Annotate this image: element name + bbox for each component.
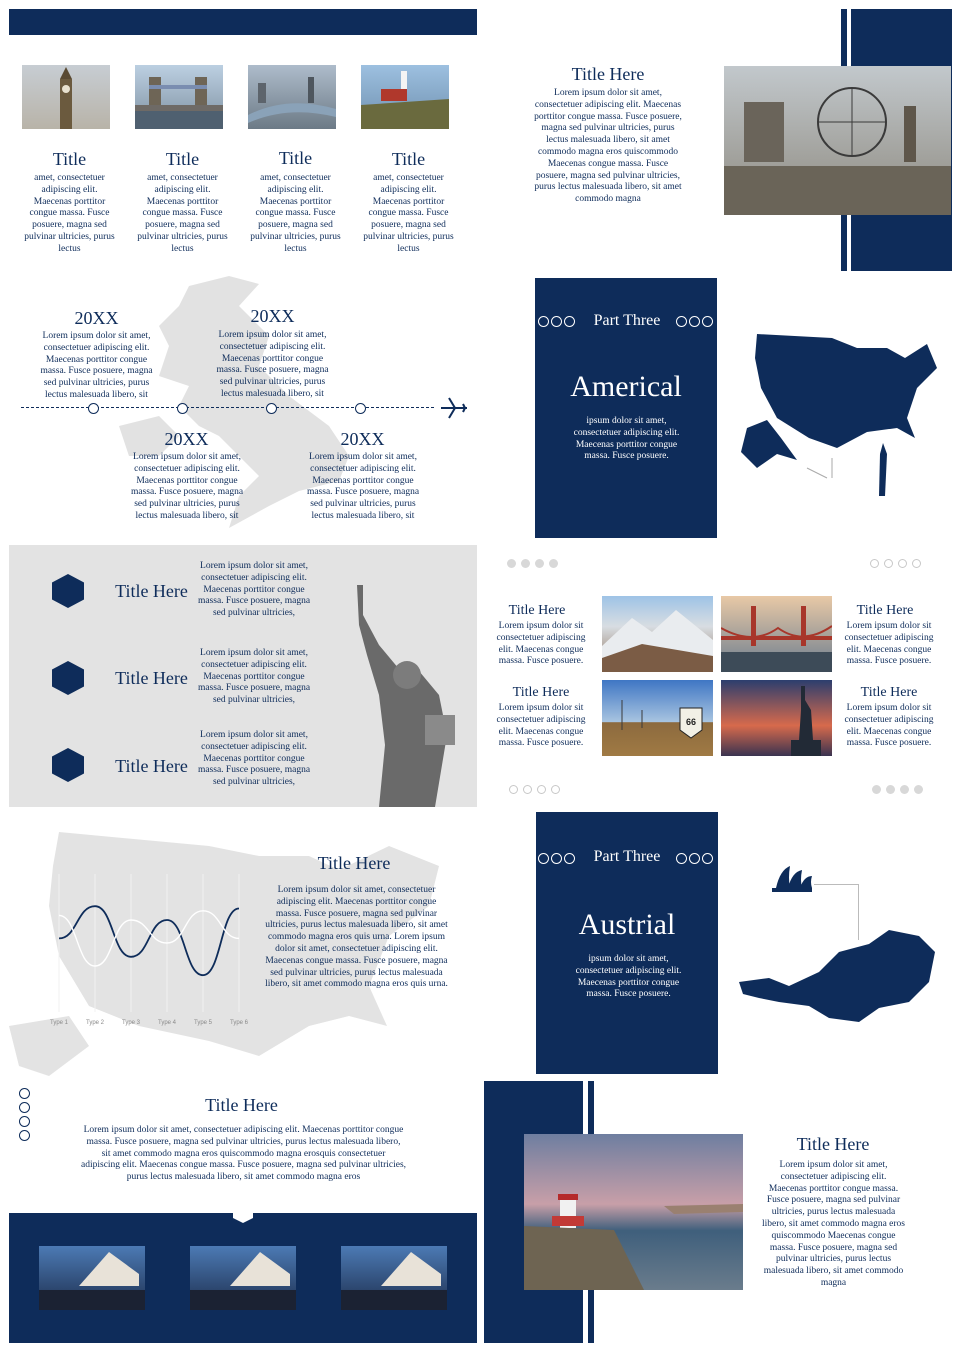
hex-ornament	[538, 853, 549, 864]
airplane-icon	[439, 396, 469, 420]
x-tick-label: Type 2	[85, 1020, 105, 1026]
slide-section-america	[484, 276, 952, 538]
dot-ornament	[509, 785, 518, 794]
slide-title: Title Here	[571, 64, 645, 84]
dot-ornament	[535, 559, 544, 568]
dot-ornament	[872, 785, 881, 794]
x-tick-label: Type 1	[49, 1020, 69, 1026]
timeline-year: 20XX	[164, 429, 209, 449]
hex-ornament	[689, 316, 700, 327]
statue-of-liberty-image	[339, 585, 469, 807]
usa-map	[737, 328, 942, 498]
slide-text: Lorem ipsum dolor sit amet, consectetuer adipiscing elit. Maecenas porttitor congue massa. Fusce posuere, magna sed pulvinar ultricies, purus lectus malesuada libero, sit amet commodo magna eros quiscommodo Maecenas congue massa. Fusce posuere, magna sed pulvinar ultricies, purus lectus malesuada libero, sit amet commodo magna	[534, 88, 682, 205]
golden-gate-photo	[721, 596, 832, 672]
hex-ornament	[676, 853, 687, 864]
hex-ornament	[19, 1088, 30, 1099]
item-title: Title Here	[115, 668, 188, 688]
compass-icon	[52, 661, 84, 695]
card-title: Title	[391, 149, 426, 169]
lighthouse-coast-photo	[524, 1134, 743, 1290]
card-title: Title	[165, 149, 200, 169]
mountain-photo	[602, 596, 713, 672]
card-text: amet, consectetuer adipiscing elit. Maecenas porttitor congue massa. Fusce posuere, magna sed pulvinar ultricies, purus lectus	[363, 173, 454, 254]
section-text: ipsum dolor sit amet, consectetuer adipiscing elit. Maecenas porttitor congue massa. Fusce posuere.	[573, 416, 680, 462]
item-text: Lorem ipsum dolor sit consectetuer adipiscing elit. Maecenas congue massa. Fusce posuere.	[496, 621, 586, 667]
x-tick-label: Type 5	[193, 1020, 213, 1026]
route-66-photo	[602, 680, 713, 756]
hex-ornament	[564, 853, 575, 864]
timeline-node	[266, 403, 277, 414]
slide-title: Title Here	[317, 853, 391, 873]
slide-photo-cards	[9, 9, 477, 267]
item-text: Lorem ipsum dolor sit amet, consectetuer adipiscing elit. Maecenas porttitor congue massa. Fusce posuere, magna sed pulvinar ultricies,	[197, 730, 311, 788]
dot-ornament	[870, 559, 879, 568]
dot-ornament	[549, 559, 558, 568]
header-bar	[9, 9, 477, 35]
slide-timeline	[9, 276, 477, 538]
card-text: amet, consectetuer adipiscing elit. Maecenas porttitor congue massa. Fusce posuere, magna sed pulvinar ultricies, purus lectus	[250, 173, 341, 254]
slide-chart	[9, 816, 477, 1078]
timeline-line	[21, 407, 434, 408]
timeline-year: 20XX	[74, 308, 119, 328]
hex-ornament	[551, 316, 562, 327]
item-title: Title Here	[115, 581, 188, 601]
building-icon	[52, 574, 84, 608]
x-tick-label: Type 3	[121, 1020, 141, 1026]
slide-text: Lorem ipsum dolor sit amet, consectetuer adipiscing elit. Maecenas porttitor congue massa. Fusce posuere, magna sed pulvinar ultricies, purus lectus malesuada libero, sit amet commodo magna eros quiscommodo magna erosquis consectetuer adipiscing elit. Maecenas congue massa. Fusce posuere, magna sed pulvinar ultricies, purus lectus malesuada libero, sit amet commodo magna eros	[81, 1125, 407, 1183]
slide-title: Title Here	[796, 1134, 870, 1154]
hex-ornament	[702, 853, 713, 864]
item-text: Lorem ipsum dolor sit consectetuer adipiscing elit. Maecenas congue massa. Fusce posuere.	[496, 703, 586, 749]
opera-house-photo	[39, 1246, 145, 1310]
timeline-year: 20XX	[250, 306, 295, 326]
card-title: Title	[278, 148, 313, 168]
hex-ornament	[551, 853, 562, 864]
hex-ornament	[19, 1102, 30, 1113]
item-title: Title Here	[508, 603, 566, 618]
hex-ornament	[702, 316, 713, 327]
opera-house-photo	[341, 1246, 447, 1310]
hex-ornament	[19, 1130, 30, 1141]
timeline-text: Lorem ipsum dolor sit amet, consectetuer adipiscing elit. Maecenas porttitor congue massa. Fusce posuere, magna sed pulvinar ultricies, purus lectus malesuada libero, sit	[306, 452, 420, 521]
item-text: Lorem ipsum dolor sit amet, consectetuer adipiscing elit. Maecenas porttitor congue massa. Fusce posuere, magna sed pulvinar ultricies,	[197, 648, 311, 706]
dot-ornament	[523, 785, 532, 794]
card-title: Title	[52, 149, 87, 169]
dot-ornament	[900, 785, 909, 794]
slide-photo-grid	[484, 545, 952, 807]
item-title: Title Here	[512, 685, 570, 700]
austria-map	[739, 922, 939, 1026]
hex-ornament	[689, 853, 700, 864]
dot-ornament	[912, 559, 921, 568]
item-title: Title Here	[856, 603, 914, 618]
hex-ornament	[19, 1116, 30, 1127]
part-label: Part Three	[593, 312, 661, 329]
timeline-node	[177, 403, 188, 414]
phone-icon	[52, 748, 84, 782]
dot-ornament	[884, 559, 893, 568]
dot-ornament	[521, 559, 530, 568]
x-tick-label: Type 4	[157, 1020, 177, 1026]
tower-bridge-photo	[135, 65, 223, 129]
x-tick-label: Type 6	[229, 1020, 249, 1026]
lighthouse-photo	[361, 65, 449, 129]
item-title: Title Here	[860, 685, 918, 700]
section-heading: Americal	[570, 370, 682, 403]
series-line-1	[59, 906, 239, 975]
dot-ornament	[886, 785, 895, 794]
slide-text: Lorem ipsum dolor sit amet, consectetuer adipiscing elit. Maecenas porttitor congue massa. Fusce posuere, magna sed pulvinar ultricies, purus lectus malesuada libero, sit amet commodo magna eros quiscommodo Maecenas congue massa. Fusce posuere, magna sed pulvinar ultricies, purus lectus malesuada libero, sit amet commodo magna	[762, 1160, 905, 1288]
route-sign-label: 66	[685, 717, 696, 727]
opera-house-photo	[190, 1246, 296, 1310]
hex-ornament	[538, 316, 549, 327]
slide-title: Title Here	[205, 1095, 278, 1115]
slide-section-austria	[484, 812, 952, 1074]
hex-ornament	[676, 316, 687, 327]
timeline-year: 20XX	[340, 429, 385, 449]
slide-lighthouse	[484, 1081, 952, 1343]
london-aerial-photo	[248, 65, 336, 129]
item-text: Lorem ipsum dolor sit amet, consectetuer adipiscing elit. Maecenas porttitor congue massa. Fusce posuere, magna sed pulvinar ultricies,	[197, 561, 311, 619]
dot-ornament	[537, 785, 546, 794]
part-label: Part Three	[593, 848, 661, 865]
line-chart	[49, 870, 249, 1030]
sydney-opera-icon	[770, 864, 814, 892]
slide-statue-list	[9, 545, 477, 807]
section-text: ipsum dolor sit amet, consectetuer adipiscing elit. Maecenas porttitor congue massa. Fusce posuere.	[575, 954, 682, 1000]
big-ben-photo	[22, 65, 110, 129]
dot-ornament	[898, 559, 907, 568]
slide-text: Lorem ipsum dolor sit amet, consectetuer adipiscing elit. Maecenas porttitor congue massa. Fusce posuere, magna sed pulvinar ultricies, purus lectus malesuada libero, sit amet commodo magna eros quis urna. Lorem ipsum dolor sit amet, consectetuer adipiscing elit. Maecenas congue massa. Fusce posuere, magna sed pulvinar ultricies, purus lectus malesuada libero, sit amet commodo magna eros quis urna.	[265, 885, 448, 990]
section-heading: Austrial	[578, 908, 676, 941]
card-text: amet, consectetuer adipiscing elit. Maecenas porttitor congue massa. Fusce posuere, magna sed pulvinar ultricies, purus lectus	[137, 173, 228, 254]
item-title: Title Here	[115, 756, 188, 776]
slide-city-text	[484, 9, 952, 271]
timeline-text: Lorem ipsum dolor sit amet, consectetuer adipiscing elit. Maecenas porttitor congue massa. Fusce posuere, magna sed pulvinar ultricies, purus lectus malesuada libero, sit	[216, 330, 329, 399]
timeline-node	[88, 403, 99, 414]
hex-ornament	[564, 316, 575, 327]
item-text: Lorem ipsum dolor sit consectetuer adipiscing elit. Maecenas congue massa. Fusce posuere.	[844, 621, 934, 667]
timeline-text: Lorem ipsum dolor sit amet, consectetuer adipiscing elit. Maecenas porttitor congue massa. Fusce posuere, magna sed pulvinar ultricies, purus lectus malesuada libero, sit	[40, 331, 153, 400]
dot-ornament	[507, 559, 516, 568]
dot-ornament	[914, 785, 923, 794]
dot-ornament	[551, 785, 560, 794]
timeline-text: Lorem ipsum dolor sit amet, consectetuer adipiscing elit. Maecenas porttitor congue massa. Fusce posuere, magna sed pulvinar ultricies, purus lectus malesuada libero, sit	[130, 452, 244, 521]
london-eye-photo	[724, 66, 951, 215]
slide-photo-strip	[9, 1083, 477, 1343]
liberty-sunset-photo	[721, 680, 832, 756]
item-text: Lorem ipsum dolor sit consectetuer adipiscing elit. Maecenas congue massa. Fusce posuere.	[844, 703, 934, 749]
timeline-node	[355, 403, 366, 414]
card-text: amet, consectetuer adipiscing elit. Maecenas porttitor congue massa. Fusce posuere, magna sed pulvinar ultricies, purus lectus	[24, 173, 115, 254]
